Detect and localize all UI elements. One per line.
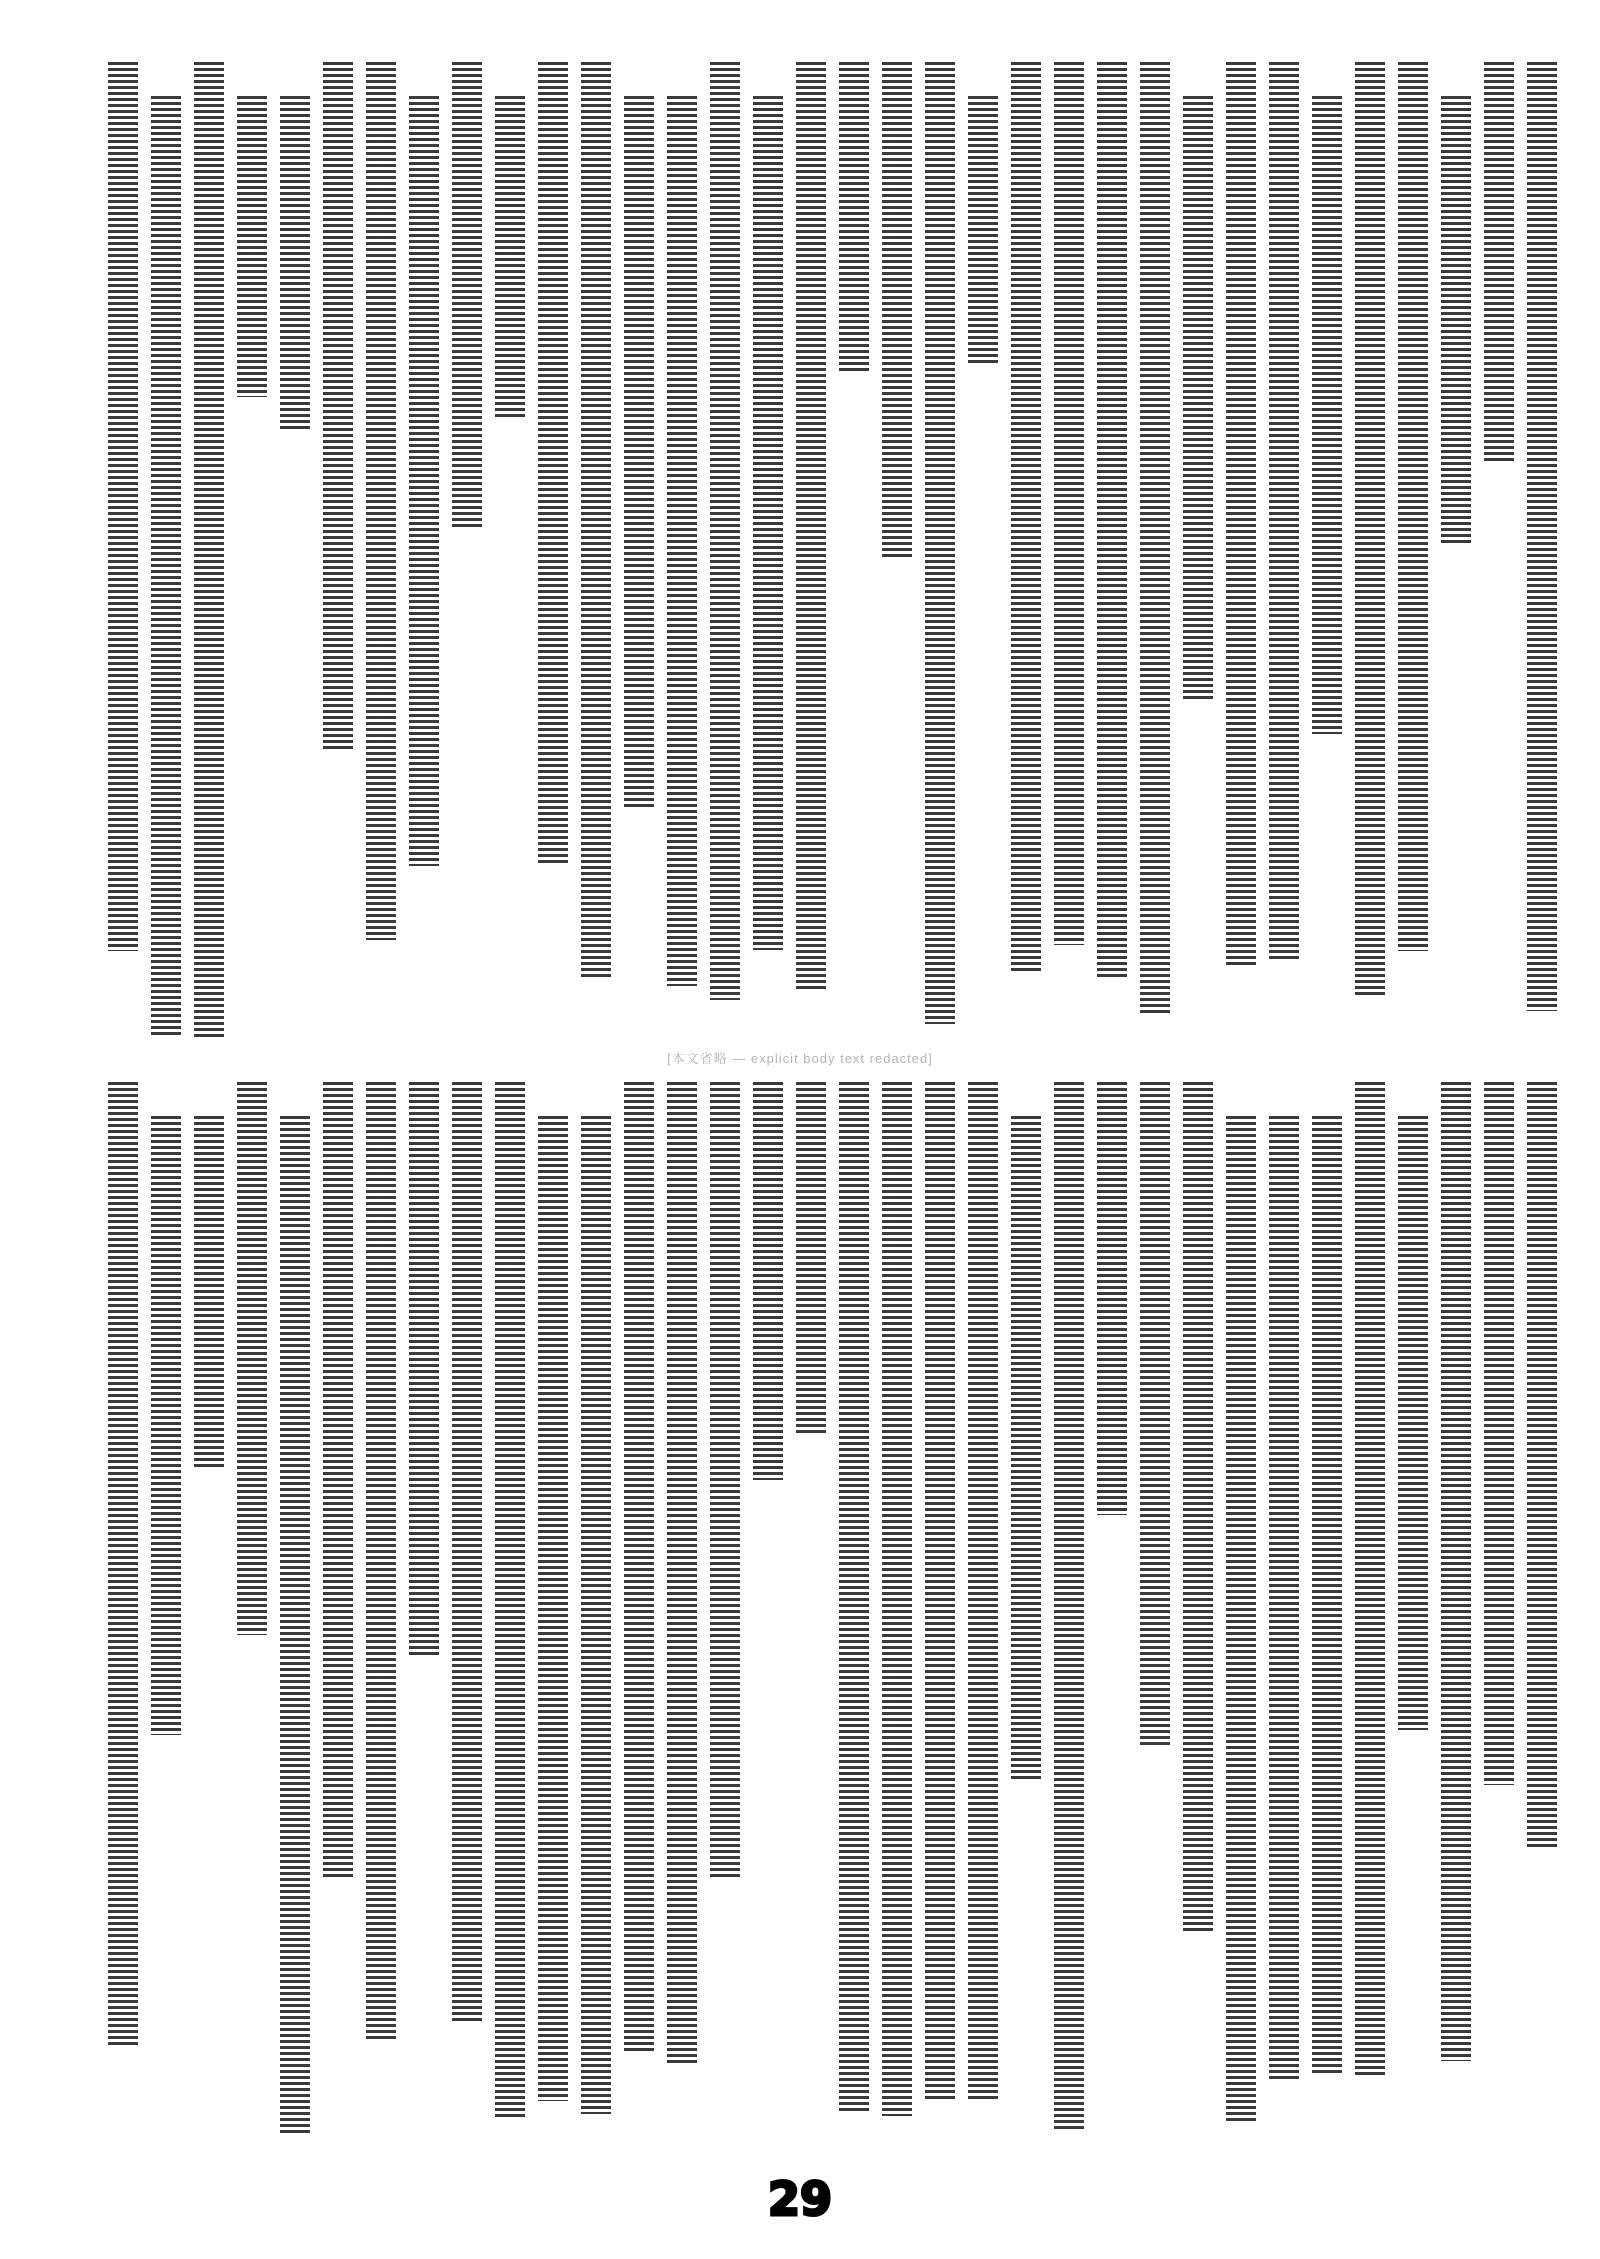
text-column [925, 62, 955, 1024]
text-column [1355, 62, 1385, 995]
text-column [1527, 1082, 1557, 1848]
text-column [280, 96, 310, 431]
text-column [882, 62, 912, 558]
text-column [968, 96, 998, 365]
redaction-note: [本文省略 — explicit body text redacted] [667, 1051, 933, 1066]
text-column [1484, 1082, 1514, 1785]
text-column [968, 1082, 998, 2100]
text-column [839, 62, 869, 372]
text-column [796, 1082, 826, 1433]
text-column [409, 96, 439, 866]
text-column [1355, 1082, 1385, 2078]
text-column [925, 1082, 955, 2100]
text-column [323, 1082, 353, 1877]
text-column [753, 1082, 783, 1480]
bottom-text-block [85, 1082, 1557, 2137]
text-column [108, 1082, 138, 2045]
text-column [237, 96, 267, 397]
top-text-block [85, 62, 1557, 1047]
text-column [1054, 1082, 1084, 2129]
text-column [452, 62, 482, 529]
page-number: 29 [767, 2172, 832, 2226]
text-column [538, 1116, 568, 2101]
text-column [151, 1116, 181, 1735]
text-column [1398, 1116, 1428, 1730]
text-column [667, 96, 697, 986]
text-column [1226, 1116, 1256, 2124]
text-column [538, 62, 568, 864]
text-column [1441, 96, 1471, 544]
text-column [796, 62, 826, 992]
text-column [194, 1116, 224, 1467]
text-column [1269, 62, 1299, 959]
text-column [1011, 62, 1041, 973]
text-column [839, 1082, 869, 2114]
text-column [366, 62, 396, 940]
text-column [1527, 62, 1557, 1011]
text-column [1226, 62, 1256, 965]
text-column [280, 1116, 310, 2136]
text-column [452, 1082, 482, 2024]
text-column [667, 1082, 697, 2065]
text-column [624, 1082, 654, 2052]
text-column [710, 1082, 740, 1877]
text-column [753, 96, 783, 950]
text-column [1312, 1116, 1342, 2074]
text-column [151, 96, 181, 1037]
text-column [1312, 96, 1342, 734]
text-column [882, 1082, 912, 2116]
text-column [366, 1082, 396, 2040]
text-column [581, 1116, 611, 2114]
text-column [1441, 1082, 1471, 2061]
text-column [1097, 1082, 1127, 1515]
text-column [710, 62, 740, 1000]
text-column [1140, 62, 1170, 1013]
text-column [1183, 96, 1213, 700]
text-column [624, 96, 654, 808]
text-column [1269, 1116, 1299, 2080]
text-column [237, 1082, 267, 1635]
text-column [194, 62, 224, 1038]
text-column [409, 1082, 439, 1655]
text-column [1140, 1082, 1170, 1746]
text-column [1011, 1116, 1041, 1782]
text-column [1054, 62, 1084, 945]
text-column [495, 1082, 525, 2118]
text-column [1484, 62, 1514, 462]
text-column [1183, 1082, 1213, 1932]
text-column [1097, 62, 1127, 977]
text-column [495, 96, 525, 420]
text-column [1398, 62, 1428, 951]
text-column [108, 62, 138, 951]
text-column [323, 62, 353, 751]
text-column [581, 62, 611, 979]
